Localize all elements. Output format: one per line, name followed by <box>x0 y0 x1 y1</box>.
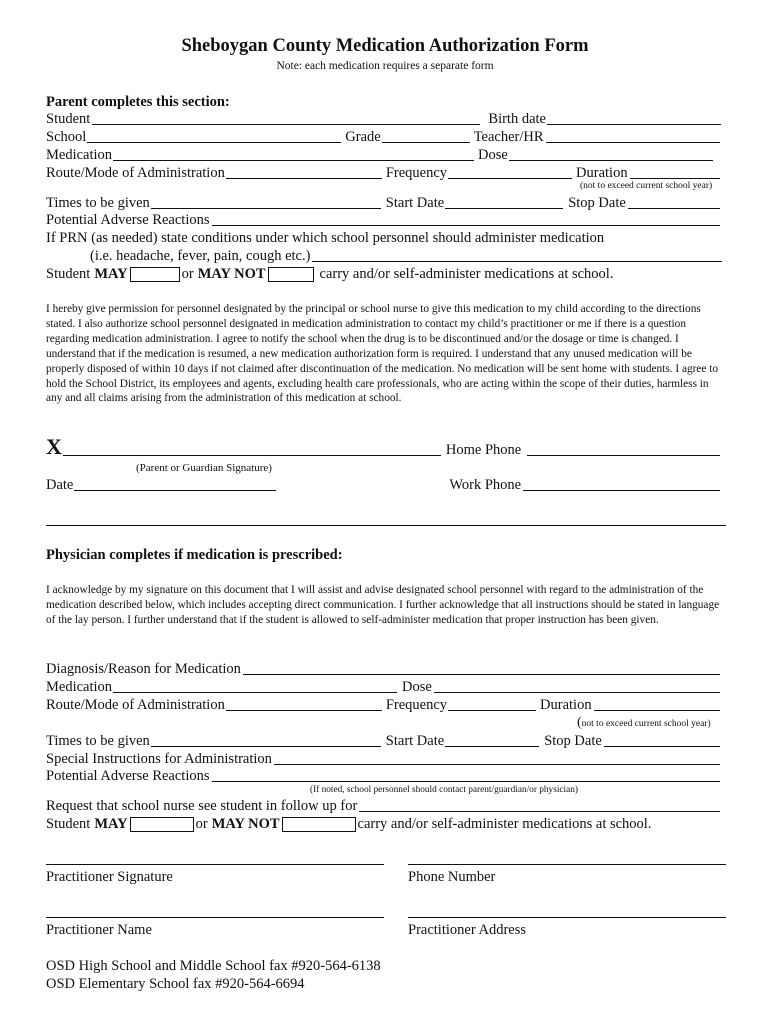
start-date-label: Start Date <box>385 195 445 211</box>
row-diagnosis <box>46 661 722 678</box>
ph-may-label: MAY <box>94 816 128 832</box>
work-phone-label: Work Phone <box>449 477 522 493</box>
ph-frequency-label: Frequency <box>385 697 448 713</box>
signature-label: (Parent or Guardian Signature) <box>136 462 272 474</box>
frequency-field[interactable] <box>448 178 572 179</box>
form-title: Sheboygan County Medication Authorization Form <box>181 36 589 56</box>
may-not-label: MAY NOT <box>197 266 266 282</box>
row-ph-times-start-stop <box>46 733 722 750</box>
followup-field[interactable] <box>359 811 720 812</box>
ph-start-date-field[interactable] <box>445 746 539 747</box>
grade-field[interactable] <box>382 142 470 143</box>
row-student-birthdate <box>46 111 722 128</box>
practitioner-signature-label: Practitioner Signature <box>46 869 173 885</box>
row-times-start-stop <box>46 195 722 212</box>
ph-may-not-checkbox[interactable] <box>282 817 356 832</box>
prn-label: If PRN (as needed) state conditions under which school personnel should administer medication <box>46 230 605 246</box>
frequency-label: Frequency <box>385 165 448 181</box>
row-ph-student-may <box>46 816 722 833</box>
ph-medication-field[interactable] <box>113 692 397 693</box>
ph-duration-field[interactable] <box>594 710 720 711</box>
ph-stop-date-field[interactable] <box>604 746 720 747</box>
ph-route-field[interactable] <box>226 710 382 711</box>
times-label: Times to be given <box>46 195 150 211</box>
duration-field[interactable] <box>630 178 720 179</box>
ph-times-field[interactable] <box>151 746 381 747</box>
diagnosis-field[interactable] <box>243 674 720 675</box>
row-student-may <box>46 266 722 283</box>
work-phone-field[interactable] <box>523 490 720 491</box>
row-prn <box>46 230 722 247</box>
acknowledge-paragraph: I acknowledge by my signature on this document that I will assist and advise designated school personnel with regard to the administration of the medication described below, which includes accepting direct communication. I further acknowledge that all instructions should be stated in language of the lay person. I further understand that if the student is allowed to self-administer medication that proper instruction has been given. <box>46 584 720 626</box>
times-field[interactable] <box>151 208 381 209</box>
student-label: Student <box>46 111 91 127</box>
may-not-checkbox[interactable] <box>268 267 314 282</box>
row-adverse <box>46 212 722 229</box>
phone-number-field[interactable] <box>408 864 726 865</box>
carry-label: carry and/or self-administer medications at school. <box>319 266 614 282</box>
row-route-frequency-duration <box>46 165 722 182</box>
stop-date-field[interactable] <box>628 208 720 209</box>
duration-label: Duration <box>576 165 628 181</box>
prn-example-label: (i.e. headache, fever, pain, cough etc.) <box>90 248 311 264</box>
medication-label: Medication <box>46 147 113 163</box>
parent-signature-field[interactable] <box>63 455 441 456</box>
school-field[interactable] <box>87 142 341 143</box>
student-field[interactable] <box>92 124 480 125</box>
ph-dose-field[interactable] <box>434 692 720 693</box>
practitioner-address-label: Practitioner Address <box>408 922 526 938</box>
dose-field[interactable] <box>509 160 713 161</box>
stop-date-label: Stop Date <box>568 195 626 211</box>
ph-may-checkbox[interactable] <box>130 817 194 832</box>
ph-duration-note-wrap <box>577 713 711 731</box>
row-medication-dose <box>46 147 722 164</box>
may-label: MAY <box>94 266 128 282</box>
medication-field[interactable] <box>113 160 474 161</box>
ph-medication-label: Medication <box>46 679 113 695</box>
birth-date-field[interactable] <box>547 124 721 125</box>
ph-route-label: Route/Mode of Administration <box>46 697 225 713</box>
practitioner-signature-field[interactable] <box>46 864 384 865</box>
school-label: School <box>46 129 87 145</box>
start-date-field[interactable] <box>445 208 563 209</box>
may-checkbox[interactable] <box>130 267 180 282</box>
special-label: Special Instructions for Administration <box>46 751 272 767</box>
phone-number-label: Phone Number <box>408 869 496 885</box>
parent-section-heading: Parent completes this section: <box>46 94 230 110</box>
practitioner-name-label: Practitioner Name <box>46 922 152 938</box>
ph-frequency-field[interactable] <box>448 710 536 711</box>
ph-start-date-label: Start Date <box>385 733 445 749</box>
date-label: Date <box>46 477 74 493</box>
ph-adverse-note: (If noted, school personnel should contact parent/guardian/or physician) <box>310 785 578 795</box>
permission-paragraph: I hereby give permission for personnel designated by the principal or school nurse to give this medication to my child according to the directions stated. I also authorize school personnel designated in medication administration to contact my child’s practitioner or me if there is a question regarding medication administration. I agree to notify the school when the drug is to be discontinued and/or the dosage or time is changed. I understand that if the medication is resumed, a new medication authorization form is required. I understand that any unused medication will be properly disposed of within 10 days if not claimed after discontinuation of the medication. No medication will be sent home with students. I agree to hold the School District, its employees and agents, excluding health care professionals, who are acting within the scope of their duties, harmless in any and all claims arising from the administration of this medication at school. <box>46 303 719 405</box>
ph-stop-date-label: Stop Date <box>544 733 602 749</box>
home-phone-field[interactable] <box>527 455 720 456</box>
adverse-field[interactable] <box>212 225 721 226</box>
teacher-field[interactable] <box>546 142 720 143</box>
ph-duration-note: not to exceed current school year) <box>581 719 711 729</box>
form-note: Note: each medication requires a separate form <box>276 60 494 72</box>
row-date-workphone <box>46 477 722 494</box>
row-special <box>46 751 722 768</box>
row-school-grade-teacher <box>46 129 722 146</box>
row-signature-homephone <box>46 434 722 459</box>
ph-adverse-field[interactable] <box>212 781 721 782</box>
ph-times-label: Times to be given <box>46 733 150 749</box>
home-phone-label: Home Phone <box>445 442 522 458</box>
fax-elementary: OSD Elementary School fax #920-564-6694 <box>46 976 305 992</box>
or-label: or <box>181 266 194 282</box>
student-may-label: Student <box>46 266 91 282</box>
adverse-label: Potential Adverse Reactions <box>46 212 210 228</box>
ph-may-not-label: MAY NOT <box>211 816 280 832</box>
dose-label: Dose <box>478 147 508 163</box>
row-prn-example <box>90 248 724 265</box>
birth-date-label: Birth date <box>488 111 546 127</box>
ph-duration-label: Duration <box>540 697 592 713</box>
special-field[interactable] <box>274 764 720 765</box>
route-label: Route/Mode of Administration <box>46 165 225 181</box>
row-ph-adverse <box>46 768 722 785</box>
followup-label: Request that school nurse see student in follow up for <box>46 798 358 814</box>
route-field[interactable] <box>226 178 382 179</box>
row-followup <box>46 798 722 815</box>
ph-carry-label: carry and/or self-administer medications at school. <box>357 816 652 832</box>
row-ph-medication-dose <box>46 679 722 696</box>
ph-student-may-label: Student <box>46 816 91 832</box>
section-divider <box>46 525 726 526</box>
teacher-label: Teacher/HR <box>473 129 544 145</box>
duration-note: (not to exceed current school year) <box>580 181 713 191</box>
prn-conditions-field[interactable] <box>312 261 722 262</box>
ph-duration-paren: ( <box>577 715 582 730</box>
fax-high-school: OSD High School and Middle School fax #920-564-6138 <box>46 958 381 974</box>
x-mark: X <box>46 434 62 459</box>
date-field[interactable] <box>74 490 276 491</box>
ph-adverse-label: Potential Adverse Reactions <box>46 768 210 784</box>
diagnosis-label: Diagnosis/Reason for Medication <box>46 661 241 677</box>
physician-section-heading: Physician completes if medication is prescribed: <box>46 547 343 563</box>
ph-or-label: or <box>195 816 208 832</box>
row-ph-route-frequency-duration <box>46 697 722 714</box>
practitioner-address-field[interactable] <box>408 917 726 918</box>
grade-label: Grade <box>345 129 381 145</box>
practitioner-name-field[interactable] <box>46 917 384 918</box>
ph-dose-label: Dose <box>402 679 432 695</box>
